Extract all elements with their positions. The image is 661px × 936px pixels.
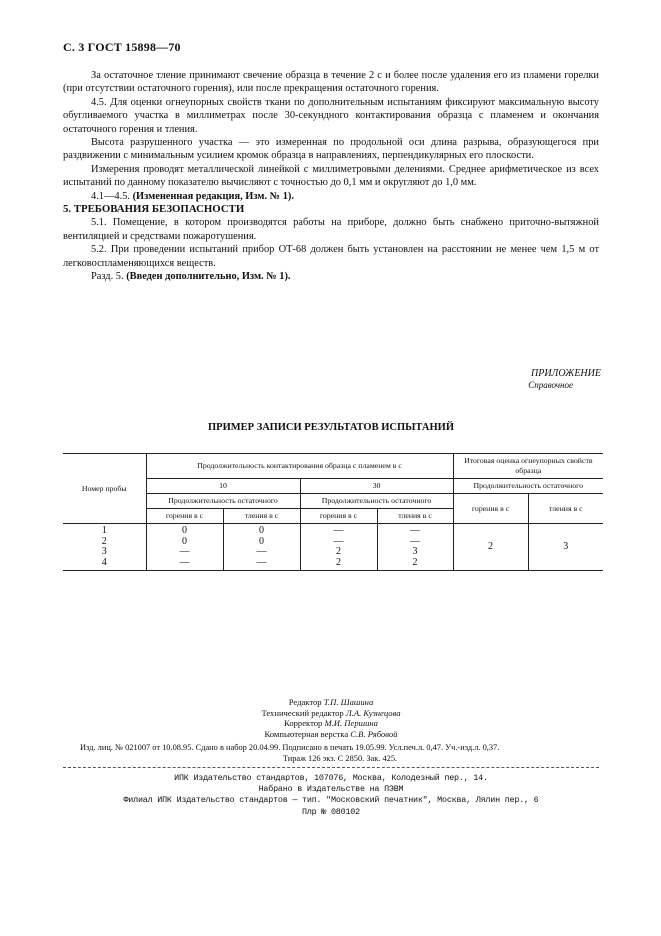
burn-30-value: — — [333, 525, 344, 536]
sample-number-cell — [63, 524, 146, 571]
header-10s-residual: Продолжительность остаточного — [146, 494, 300, 509]
header-final-assessment: Итоговая оценка огнеупорных свойств образца — [453, 454, 603, 479]
burn-10-value: 0 — [182, 525, 187, 536]
smolder-30-cell — [377, 524, 453, 571]
section-amendment-bold: (Введен дополнительно, Изм. № 1). — [126, 271, 291, 283]
burn-10-value: 0 — [182, 535, 187, 547]
results-table — [63, 453, 603, 571]
header-sample-number: Номер пробы — [63, 454, 146, 524]
smolder-10-cell — [223, 524, 300, 571]
paragraph-4-5: 4.5. Для оценки огнеупорных свойств ткани по дополнительным испытаниям фиксируют максимальную высоту обугливаемого участка в миллиметрах после 30-секундного контактирования образца с пламенем и окончания остаточного горения и тления. — [63, 96, 599, 135]
paragraph-destroyed-height: Высота разрушенного участка — это измеренная по продольной оси длина разрыва, образующегося при раздвижении с минимальным усилием кромок образца в направлениях, перпендикулярных его плоскости. — [63, 137, 599, 162]
amendment-note-5 — [63, 270, 599, 283]
page-header: С. 3 ГОСТ 15898—70 — [63, 40, 181, 54]
paragraph-5-2: 5.2. При проведении испытаний прибор ОТ-68 должен быть установлен на расстоянии не менее чем 1,5 м от легковоспламеняющихся веществ. — [63, 244, 599, 269]
sample-1: 1 — [101, 525, 107, 536]
burn-10-value: — — [179, 556, 190, 568]
publisher-line-4: Плр № 080102 — [302, 806, 360, 817]
credit-editor — [63, 697, 599, 708]
publisher-line-2: Набрано в Издательстве на ПЭВМ — [258, 784, 404, 795]
final-smolder-cell: 3 — [528, 524, 603, 571]
credit-role: Корректор — [284, 718, 323, 728]
appendix-subtitle: Справочное — [528, 380, 573, 390]
table-title: ПРИМЕР ЗАПИСИ РЕЗУЛЬТАТОВ ИСПЫТАНИЙ — [208, 422, 454, 433]
credit-role: Компьютерная верстка — [264, 728, 349, 739]
header-final-residual: Продолжительность остаточного — [453, 479, 603, 494]
smolder-10-value: 0 — [259, 525, 264, 536]
burn-10-value: — — [179, 546, 190, 557]
amendment-bold: (Измененная редакция, Изм. № 1). — [132, 190, 294, 202]
imprint-line-1: Изд. лиц. № 021007 от 10.08.95. Сдано в набор 20.04.99. Подписано в печать 19.05.99. Усл.печ.л. 0,47. Уч.-изд.л. 0,37. — [80, 743, 500, 752]
amendment-ref: 4.1—4.5. — [91, 190, 133, 202]
burn-10-cell — [146, 524, 223, 571]
credit-role: Технический редактор — [261, 707, 344, 718]
publisher-line-1: ИПК Издательство стандартов, 107076, Москва, Колодезный пер., 14. — [174, 773, 488, 783]
smolder-30-value: 2 — [412, 556, 418, 568]
header-final-smoldering: тления в с — [528, 494, 603, 524]
smolder-30-value: — — [410, 525, 421, 536]
amendment-note-4 — [63, 190, 599, 203]
header-10s-smoldering: тления в с — [223, 509, 300, 524]
smolder-30-value: — — [410, 535, 421, 547]
credit-person: М.И. Першина — [324, 718, 378, 728]
header-final-burning: горения в с — [453, 494, 528, 524]
publisher-block — [63, 773, 599, 818]
paragraph-residual-smolder: За остаточное тление принимают свечение образца в течение 2 с и более после удаления его из пламени горелки (при отсутствии остаточного горения), или после прекращения остаточного горения. — [63, 70, 599, 95]
sample-3: 3 — [101, 546, 107, 557]
imprint-block — [80, 743, 600, 764]
separator-line — [63, 767, 599, 768]
paragraph-measurements: Измерения проводят металлической линейкой с миллиметровыми делениями. Среднее арифметическое из всех испытаний по данному показателю вычисляют с точностью до 0,1 мм и округляют до 1,0 мм. — [63, 163, 599, 189]
final-burn-cell: 2 — [453, 524, 528, 571]
header-contact-duration: Продолжительность контактирования образца с пламенем в с — [146, 454, 453, 479]
publisher-line-3: Филиал ИПК Издательство стандартов — тип. "Московский печатник", Москва, Лялин пер., 6 — [123, 795, 539, 806]
section-title: 5. ТРЕБОВАНИЯ БЕЗОПАСНОСТИ — [63, 203, 245, 216]
credit-layout — [63, 729, 599, 740]
smolder-10-value: — — [256, 546, 267, 557]
burn-30-value: — — [333, 535, 344, 547]
credit-person: Л.А. Кузнецова — [345, 707, 401, 718]
header-30s: 30 — [300, 479, 453, 494]
credit-person: Т.П. Шашина — [323, 697, 374, 707]
appendix-label — [528, 368, 601, 390]
sample-4: 4 — [101, 556, 107, 568]
credit-role: Редактор — [288, 697, 322, 707]
credit-corrector — [63, 718, 599, 729]
body-text — [63, 69, 599, 284]
credit-tech-editor — [63, 708, 599, 719]
credits-block — [63, 697, 599, 739]
burn-30-value: 2 — [336, 556, 341, 568]
credit-person: С.В. Рябовой — [350, 728, 398, 739]
header-30s-smoldering: тления в с — [377, 509, 453, 524]
imprint-line-2: Тираж 126 экз. С 2850. Зак. 425. — [282, 753, 398, 763]
appendix-title: ПРИЛОЖЕНИЕ — [531, 368, 601, 379]
header-30s-residual: Продолжительность остаточного — [300, 494, 453, 509]
burn-30-value: 2 — [336, 546, 341, 557]
burn-30-cell — [300, 524, 377, 571]
smolder-10-value: 0 — [259, 535, 264, 547]
smolder-30-value: 3 — [412, 546, 418, 557]
section-ref: Разд. 5. — [91, 271, 127, 283]
header-10s: 10 — [146, 479, 300, 494]
sample-2: 2 — [101, 535, 107, 547]
smolder-10-value: — — [256, 556, 267, 568]
paragraph-5-1: 5.1. Помещение, в котором производятся работы на приборе, должно быть снабжено приточно-вытяжной вентиляцией и средствами пожаротушения. — [63, 217, 599, 242]
header-30s-burning: горения в с — [300, 509, 377, 524]
header-10s-burning: горения в с — [146, 509, 223, 524]
